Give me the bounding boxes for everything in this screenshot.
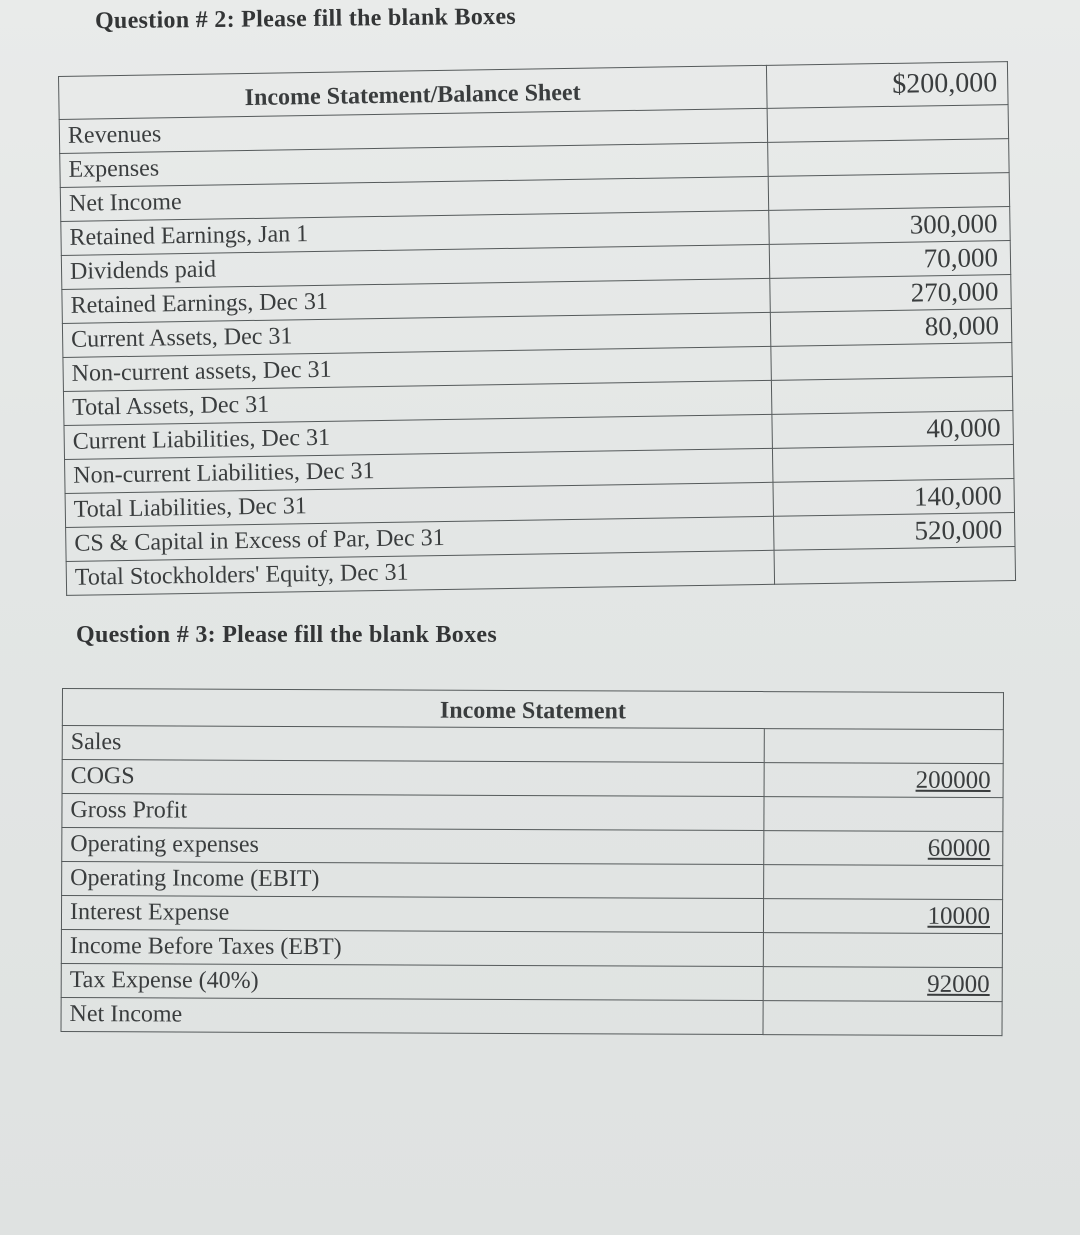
header-amount: $200,000 — [766, 62, 1008, 109]
row-label: Net Income — [61, 997, 763, 1034]
row-value: 140,000 — [773, 479, 1015, 517]
row-label: Operating Income (EBIT) — [62, 862, 764, 899]
row-label: CS & Capital in Excess of Par, Dec 31 — [66, 516, 774, 561]
row-value: 520,000 — [773, 513, 1015, 551]
row-value[interactable] — [774, 547, 1016, 585]
table-row — [62, 794, 1003, 832]
row-label: Retained Earnings, Dec 31 — [62, 278, 770, 323]
row-label: Expenses — [60, 142, 768, 187]
table-row — [61, 896, 1002, 934]
row-label: Total Stockholders' Equity, Dec 31 — [66, 550, 774, 595]
table-row — [62, 862, 1003, 900]
table-row — [61, 963, 1002, 1001]
row-label: Revenues — [59, 108, 767, 153]
row-label: Non-current Liabilities, Dec 31 — [65, 448, 773, 493]
row-label: Interest Expense — [61, 896, 763, 933]
row-value[interactable] — [763, 933, 1003, 968]
row-value[interactable] — [763, 797, 1003, 832]
row-label: Net Income — [60, 176, 768, 221]
row-value: 300,000 — [768, 207, 1010, 245]
row-label: Tax Expense (40%) — [61, 963, 763, 1000]
table-title: Income Statement — [62, 689, 1003, 730]
row-value: 10000 — [763, 899, 1003, 934]
row-value: 40,000 — [771, 411, 1013, 449]
row-value: 60000 — [763, 831, 1003, 866]
row-label: Current Assets, Dec 31 — [62, 312, 770, 357]
row-value[interactable] — [767, 105, 1009, 143]
table-title: Income Statement/Balance Sheet — [59, 65, 767, 119]
row-value: 200000 — [764, 763, 1004, 798]
table-header-row — [62, 689, 1003, 730]
row-value: 92000 — [763, 967, 1003, 1002]
row-label: COGS — [62, 760, 764, 797]
table-row — [62, 828, 1003, 866]
table-row — [62, 760, 1003, 798]
row-value[interactable] — [768, 173, 1010, 211]
income-statement-table — [60, 688, 1003, 1036]
row-value: 80,000 — [770, 309, 1012, 347]
table-row — [61, 997, 1002, 1035]
row-value[interactable] — [770, 343, 1012, 381]
row-value: 70,000 — [769, 241, 1011, 279]
row-value[interactable] — [764, 729, 1004, 764]
table-row — [62, 726, 1003, 764]
row-value: 270,000 — [769, 275, 1011, 313]
table-row — [61, 929, 1002, 967]
question-2-title: Question # 2: Please fill the blank Boxes — [94, 3, 517, 35]
row-label: Sales — [62, 726, 764, 763]
row-value[interactable] — [763, 865, 1003, 900]
row-value[interactable] — [763, 1001, 1003, 1036]
row-value[interactable] — [767, 139, 1009, 177]
row-value[interactable] — [771, 377, 1013, 415]
row-label: Current Liabilities, Dec 31 — [64, 414, 772, 459]
row-label: Income Before Taxes (EBT) — [61, 929, 763, 966]
row-label: Gross Profit — [62, 794, 764, 831]
row-label: Non-current assets, Dec 31 — [63, 346, 771, 391]
row-label: Total Liabilities, Dec 31 — [65, 482, 773, 527]
question-3-title: Question # 3: Please fill the blank Boxes — [76, 622, 497, 648]
row-label: Dividends paid — [61, 244, 769, 289]
row-value[interactable] — [772, 445, 1014, 483]
row-label: Total Assets, Dec 31 — [63, 380, 771, 425]
row-label: Retained Earnings, Jan 1 — [61, 210, 769, 255]
income-balance-sheet-table — [58, 61, 1016, 596]
row-label: Operating expenses — [62, 828, 764, 865]
